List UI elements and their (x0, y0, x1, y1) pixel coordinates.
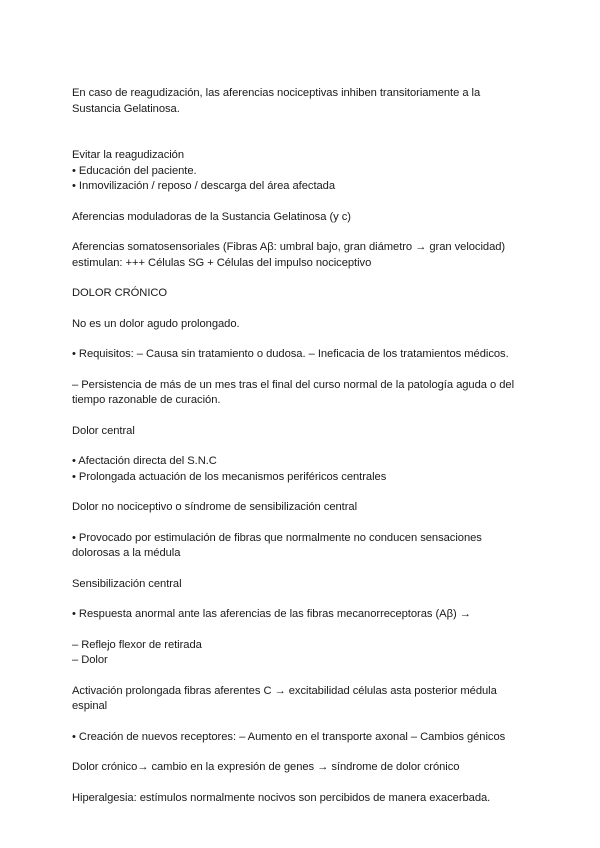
dolor-no-nociceptivo-heading: Dolor no nociceptivo o síndrome de sensibilización central (72, 501, 358, 513)
persistencia-paragraph: – Persistencia de más de un mes tras el final del curso normal de la patología aguda o del tiempo razonable de curación. (72, 378, 515, 406)
document-body (72, 86, 528, 806)
evitar-list (72, 164, 528, 195)
list-item: – Dolor (72, 654, 108, 666)
dolor-central-title: Dolor central (72, 424, 135, 437)
reflejo-list (72, 638, 528, 669)
requisitos-paragraph: • Requisitos: – Causa sin tratamiento o dudosa. – Ineficacia de los tratamientos médicos. (72, 348, 509, 360)
list-item: • Inmovilización / reposo / descarga del área afectada (72, 180, 336, 192)
reagudizacion-paragraph: En caso de reagudización, las aferencias nociceptivas inhiben transitoriamente a la Sustancia Gelatinosa. (72, 87, 481, 115)
sensibilizacion-central-heading: Sensibilización central (72, 577, 182, 590)
activacion-paragraph: Activación prolongada fibras aferentes C → excitabilidad células asta posterior médula espinal (72, 684, 497, 712)
evitar-title: Evitar la reagudización (72, 149, 185, 161)
dolor-central-list (72, 454, 528, 485)
no-es-agudo-paragraph: No es un dolor agudo prolongado. (72, 317, 240, 330)
list-item: – Reflejo flexor de retirada (72, 638, 202, 651)
provocado-paragraph: • Provocado por estimulación de fibras que normalmente no conducen sensaciones dolorosas a la médula (72, 531, 482, 559)
hiperalgesia-paragraph: Hiperalgesia: estímulos normalmente nocivos son percibidos de manera exacerbada. (72, 791, 491, 804)
creacion-paragraph: • Creación de nuevos receptores: – Aumento en el transporte axonal – Cambios génicos (72, 730, 506, 743)
aferencias-somatosensoriales-paragraph: Aferencias somatosensoriales (Fibras Aβ: umbral bajo, gran diámetro → gran velocidad) estimulan: +++ Células SG + Células del impulso nociceptivo (72, 241, 506, 269)
list-item: • Prolongada actuación de los mecanismos periféricos centrales (72, 470, 387, 483)
dolor-cronico-cambio-paragraph: Dolor crónico→ cambio en la expresión de genes → síndrome de dolor crónico (72, 761, 460, 773)
aferencias-moduladoras-heading: Aferencias moduladoras de la Sustancia Gelatinosa (y c) (72, 210, 351, 223)
list-item: • Educación del paciente. (72, 164, 197, 177)
dolor-cronico-title: DOLOR CRÓNICO (72, 287, 168, 299)
list-item: • Afectación directa del S.N.C (72, 455, 217, 467)
respuesta-anormal-paragraph: • Respuesta anormal ante las aferencias de las fibras mecanorreceptoras (Aβ) → (72, 608, 471, 620)
